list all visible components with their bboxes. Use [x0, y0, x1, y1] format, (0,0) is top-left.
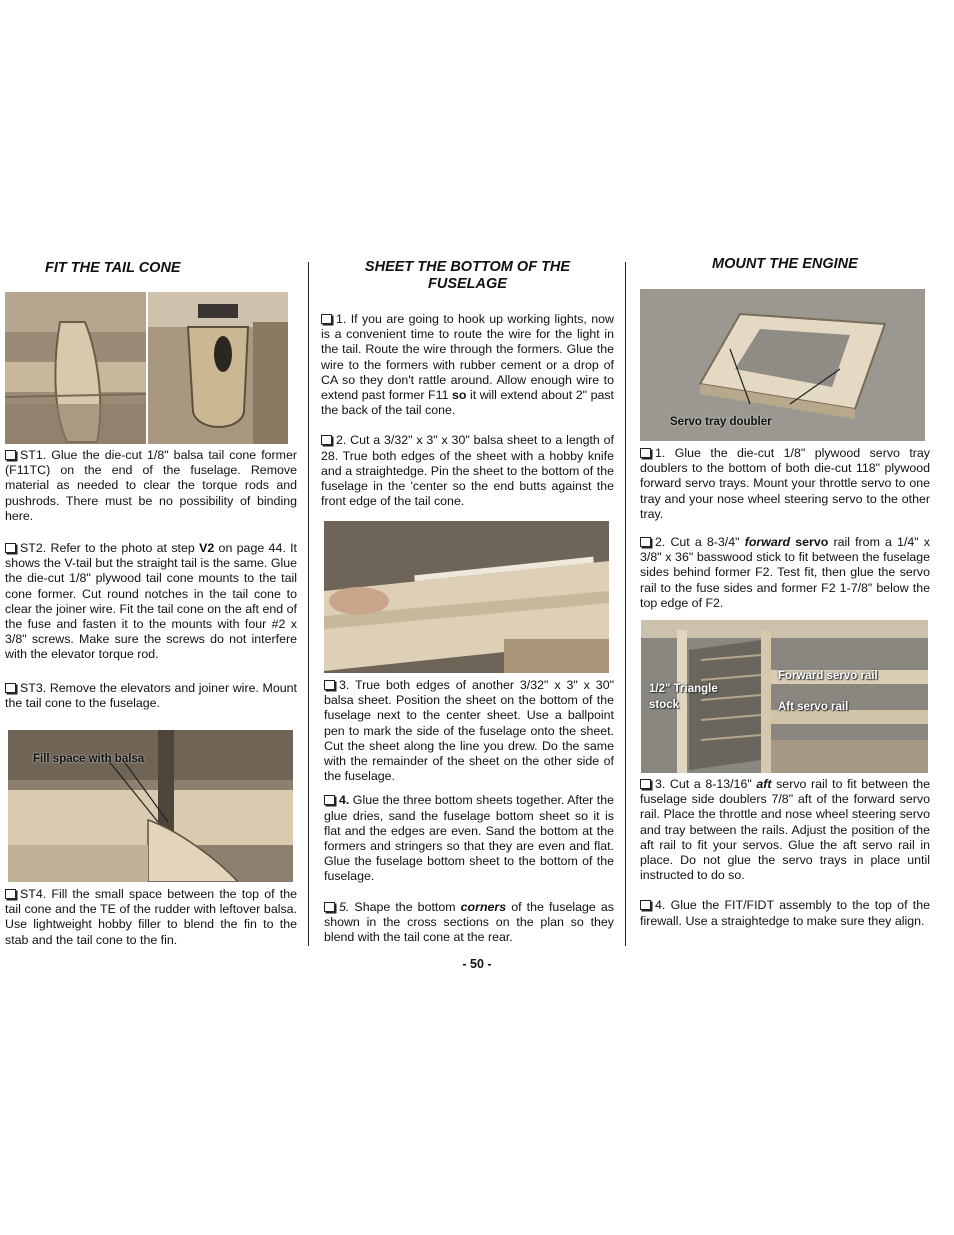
step-s3-1: 1. Glue the die-cut 1/8" plywood servo tray doublers to the bottom of both die-cut 118" plywood forward servo trays. Mount your throttle servo to one tray and your nose wheel steering servo to the other tray. [640, 446, 930, 521]
step-s2-2: 2. Cut a 3/32" x 3" x 30" balsa sheet to a length of 28. True both edges of the sheet with a hobby knife and a straightedge. Pin the sheet to the bottom of the fuselage in the 'center so the end butts against the front edge of the tail cone. [321, 433, 614, 509]
checkbox-icon[interactable] [640, 448, 651, 458]
step-s2-3: 3. True both edges of another 3/32" x 3" x 30" balsa sheet. Position the sheet on the bottom of the fuselage next to the center sheet. Use a ballpoint pen to mark the side of the fuselage onto the sheet. Cut the sheet along the line you drew. Do the same with the remainder of the sheet on the other side of the fuselage. [324, 678, 614, 784]
column-sheet-bottom [321, 256, 614, 509]
checkbox-icon[interactable] [5, 683, 16, 693]
step-st3: ST3. Remove the elevators and joiner wire. Mount the tail cone to the fuselage. [5, 680, 297, 710]
photo-tail-cone-left [5, 292, 146, 444]
photo-label-triangle-b: stock [649, 699, 680, 711]
checkbox-icon[interactable] [321, 314, 332, 324]
photo-label-aft-rail: Aft servo rail [778, 701, 849, 713]
checkbox-icon[interactable] [5, 543, 16, 553]
page-number: - 50 - [462, 957, 492, 971]
column-divider-right [625, 262, 626, 946]
photo-tail-cone-right [148, 292, 288, 444]
column1-text-b [5, 887, 297, 948]
photo-servo-tray [640, 289, 925, 441]
column1-text-a [5, 448, 297, 711]
checkbox-icon[interactable] [324, 795, 335, 805]
step-st1: ST1. Glue the die-cut 1/8" balsa tail cone former (F11TC) on the end of the fuselage. Remove material as needed to clear the torque rods and pushrods. There must be no possibility of binding here. [5, 448, 297, 523]
checkbox-icon[interactable] [640, 779, 651, 789]
step-s2-4: 4. Glue the three bottom sheets together. After the glue dries, sand the fuselage bottom sheet so it is flat and the edges are even. Sand the bottom at the formers and stringers so that they are even and flat. Glue the fuselage bottom sheet to the bottom of the fuselage. [324, 793, 614, 884]
photo-fill-space [8, 730, 293, 882]
step-s3-3: 3. Cut a 8-13/16" aft servo rail to fit between the fuselage side doublers 7/8" aft of the forward servo rail. Place the throttle and nose wheel steering servo and tray between the rails. Adjust the position of the aft rail to fit your servos. Glue the aft servo rail in place. Do not glue the servo trays in place until instructed to do so. [640, 777, 930, 883]
checkbox-icon[interactable] [5, 889, 16, 899]
photo-label-triangle-a: 1/2" Triangle [649, 683, 718, 695]
section-title-fit-tail-cone: FIT THE TAIL CONE [45, 260, 181, 276]
checkbox-icon[interactable] [5, 450, 16, 460]
photo-label-fill-space: Fill space with balsa [33, 753, 145, 765]
column-divider-left [308, 262, 309, 946]
step-s3-4: 4. Glue the FIT/FIDT assembly to the top of the firewall. Use a straightedge to make sure they align. [640, 898, 930, 928]
column-fit-tail-cone [5, 256, 297, 277]
step-st4: ST4. Fill the small space between the top of the tail cone and the TE of the rudder with leftover balsa. Use lightweight hobby filler to blend the fin to the stab and the tail cone to the fin. [5, 887, 297, 947]
step-s3-2: 2. Cut a 8-3/4" forward servo rail from a 1/4" x 3/8" x 36" basswood stick to fit between the fuselage sides behind former F2. Test fit, then glue the servo rail to the fuse sides and former F2 1-7/8" below the top edge of F2. [640, 535, 930, 610]
photo-label-servo-tray-doubler: Servo tray doubler [670, 416, 772, 428]
checkbox-icon[interactable] [324, 902, 335, 912]
photo-bottom-sheet [324, 521, 609, 673]
column3-text-b [640, 777, 930, 929]
checkbox-icon[interactable] [640, 900, 651, 910]
step-s2-5: 5. Shape the bottom corners of the fuselage as shown in the cross sections on the plan so they blend with the tail cone at the rear. [324, 899, 614, 945]
photo-servo-rails [641, 620, 928, 773]
checkbox-icon[interactable] [640, 537, 651, 547]
column-mount-engine [638, 256, 930, 273]
column3-text-a [640, 446, 930, 611]
step-s2-1: 1. If you are going to hook up working lights, now is a convenient time to route the wire for the light in the tail. Route the wire through the formers. Glue the wire to the formers with rubber cement or a drop of CA so they don't rattle around. Allow enough wire to extend past former F11 so it will extend about 2" past the back of the tail cone. [321, 312, 614, 418]
section-title-mount-engine: MOUNT THE ENGINE [712, 256, 858, 272]
column2-text-b [324, 678, 614, 945]
step-st2: ST2. Refer to the photo at step V2 on page 44. It shows the V-tail but the straight tail is the same. Glue the die-cut 1/8" plywood tail cone mounts to the tail cone former. Cut round notches in the tail cone to clear the joiner wire. Fit the tail cone on the aft end of the fuse and fasten it to the mounts with four #2 x 3/8" screws. Make sure the screws do not interfere with the elevator torque rod. [5, 541, 297, 662]
checkbox-icon[interactable] [321, 435, 332, 445]
checkbox-icon[interactable] [324, 680, 335, 690]
photo-label-forward-rail: Forward servo rail [778, 670, 878, 682]
section-title-sheet-bottom: SHEET THE BOTTOM OF THE FUSELAGE [364, 259, 571, 292]
